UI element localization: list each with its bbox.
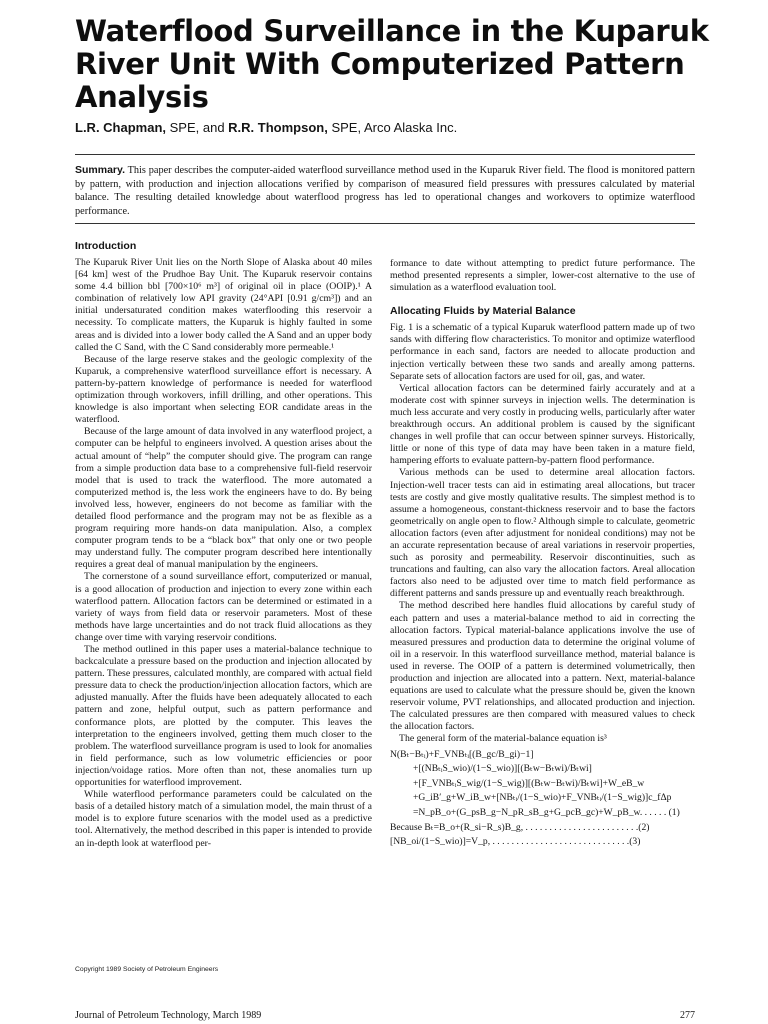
body-paragraph: The general form of the material-balance equation is³	[399, 733, 607, 745]
copyright-notice: Copyright 1989 Society of Petroleum Engineers	[75, 966, 219, 973]
summary-bottom-rule	[75, 223, 695, 224]
equation-line: Because Bₜ=B_o+(R_si−R_s)B_g, . . . . . . . . . . . . . . . . . . . . . . . .(2)	[390, 821, 650, 833]
body-paragraph: Because of the large amount of data involved in any waterflood project, a computer can be helpful to engineers involved. A question arises about the actual amount of “help” the computer should give. The program can range from a simple production data base to a comprehensive full-field reservoir model that is used to track the waterflood. The more automated a computerized method is, the less work the engineers have to do. By being involved less, however, engineers do not become as familiar with the detailed flood performance and the program may not be as flexible as a program requiring more hands-on data manipulation. Also, a complex computer program tends to be a “black box” that only one or two people may understand fully. The computer program described here intentionally requires a great deal of manual manipulation by the engineers.	[75, 426, 372, 571]
right-column	[390, 258, 695, 850]
summary-abstract	[75, 164, 695, 218]
body-paragraph: The Kuparuk River Unit lies on the North Slope of Alaska about 40 miles [64 km] west of the Prudhoe Bay Unit. The Kuparuk reservoir contains some 4.4 billion bbl [700×10⁶ m³] of original oil in place (OOIP).¹ A combination of relatively low API gravity (24°API [0.91 g/cm³]) and an initial undersaturated condition makes waterflooding this reservoir a necessity. To complicate matters, the Kuparuk is highly faulted in some areas and is divided into a lower body called the A Sand and an upper body called the C Sand, with the C Sand considerably more permeable.¹	[75, 257, 372, 353]
equation-line: N(Bₜ−Bₜᵢ)+F_VNBₜᵢ[(B_gc/B_gi)−1]	[390, 748, 534, 760]
body-paragraph: Vertical allocation factors can be determined fairly accurately and at a moderate cost with spinner surveys in injection wells. The determination is much less accurate and very costly in producing wells, particularly after water breakthrough occurs. An additional problem is caused by the significant changes in well profile that can occur between spinner surveys. Historically, little or none of this type of data may have been taken in a mature field, hampering efforts to evaluate pattern-by-pattern flood performance.	[390, 382, 695, 467]
equation-line: +[(NBₜᵢS_wio)/(1−S_wio)][(Bₜw−Bₜwi)/Bₜwi]	[413, 763, 592, 775]
equation-line: +G_iB′_g+W_iB_w+[NBₜᵢ/(1−S_wio)+F_VNBₜᵢ/(1−S_wig)]c_fΔp	[413, 792, 672, 804]
material-balance-equations	[390, 748, 695, 850]
paper-title: Waterflood Surveillance in the Kuparuk River Unit With Computerized Pattern Analysis	[75, 14, 709, 114]
equation-line: [NB_oi/(1−S_wio)]=V_p, . . . . . . . . . . . . . . . . . . . . . . . . . . . . .(3)	[390, 836, 641, 848]
summary-label: Summary.	[75, 164, 125, 176]
author-affiliation: SPE, and	[166, 120, 229, 135]
body-paragraph: Because of the large reserve stakes and the geologic complexity of the Kuparuk, a comprehensive waterflood surveillance effort is necessary. A pattern-by-pattern knowledge of performance is needed for waterflood optimization through workovers, infill drilling, and other operations. This knowledge is also important when selecting EOR candidate areas in the waterflood.	[75, 353, 372, 426]
journal-citation: Journal of Petroleum Technology, March 1989	[75, 1010, 262, 1021]
body-paragraph: Fig. 1 is a schematic of a typical Kuparuk waterflood pattern made up of two sands with differing flow characteristics. To monitor and optimize waterflood performance in each sand, factors are needed to allocate production and injection vertically between these two sands and areally among patterns. Separate sets of allocation factors are used for oil, gas, and water.	[390, 322, 695, 382]
summary-text: This paper describes the computer-aided waterflood surveillance method used in the Kuparuk River field. The flood is monitored pattern by pattern, with production and injection allocations verified by comparison of measured field pressures with pressures calculated by material balance. The resulting detailed knowledge about waterflood progress has led to operational changes and workovers to optimize waterflood performance.	[75, 165, 695, 217]
body-paragraph: The method described here handles fluid allocations by careful study of each pattern and uses a material-balance method to aid in correcting the allocation factors. Typical material-balance applications involve the use of measured pressures and production data to determine the original volume of oil in a reservoir. In this waterflood surveillance method, material balance is used in reverse. The OOIP of a pattern is determined volumetrically, then production and injection are allocated into a pattern. Next, material-balance equations are used to calculate what the pressure should be, given the known reservoir volume, PVT relationships, and allocated production and injection. The calculated pressures are then compared with measured values to check the allocation factors.	[390, 600, 695, 733]
body-paragraph: Various methods can be used to determine areal allocation factors. Injection-well tracer tests can aid in estimating areal allocations, but tracer tests are costly and give mostly qualitative results. The simplest method is to assume a homogeneous, constant-thickness reservoir and to base the factors geometrically on angle open to flow.² Although simple to calculate, geometric allocation factors (even after adjustment for nonideal conditions) may not be an accurate representation because of areal variations in reservoir properties, such as porosity and permeability. Reservoir discontinuities, such as truncations and faulting, can also vary the allocation factors. Areal allocation factors also need to be adjusted over time to match field performance as different patterns and sands pressure up and eventually reach breakthrough.	[390, 467, 695, 600]
section-heading-introduction: Introduction	[75, 240, 137, 252]
page-number: 277	[680, 1010, 695, 1021]
continued-paragraph: formance to date without attempting to predict future performance. The method presented represents a simpler, lower-cost alternative to the use of simulation as a waterflood evaluation tool.	[390, 258, 695, 294]
author-affiliation: SPE, Arco Alaska Inc.	[327, 120, 458, 135]
author-line	[75, 120, 715, 136]
body-paragraph: While waterflood performance parameters could be calculated on the basis of a detailed history match of a simulation model, the main thrust of a model is to explore future scenarios with the model used as a predictive tool. Alternatively, the method described in this paper is intended to provide an in-depth look at waterflood per-	[75, 789, 372, 849]
section-heading-allocating-fluids: Allocating Fluids by Material Balance	[390, 305, 576, 318]
body-paragraph: The method outlined in this paper uses a material-balance technique to backcalculate a pressure based on the production and injection allocated by pattern. These pressures, calculated monthly, are compared with actual field pressure data to check the production/injection allocation factors, which are adjusted manually. After the fluids have been adequately allocated to each pattern and zone, helpful output, such as pattern performance and conformance plots, are plotted by the computer. This leaves the interpretation to the engineers involved, getting them much closer to the problem. The waterflood surveillance program is used to look for anomalies in field performance, such as low volumetric efficiencies or poor injection/voidage ratios. More often than not, these anomalies turn up opportunities for waterflood improvement.	[75, 644, 372, 789]
summary-top-rule	[75, 154, 695, 155]
body-paragraph: The cornerstone of a sound surveillance effort, computerized or manual, is a good allocation of production and injection to every zone within each waterflood pattern. Allocation factors can be determined or estimated in a variety of ways from field data or reservoir parameters. Most of these methods have large uncertainties and do not track fluid allocations as they change over time with varying reservoir conditions.	[75, 571, 372, 643]
left-column	[75, 240, 372, 850]
equation-line: =N_pB_o+(G_psB_g−N_pR_sB_g+G_pcB_gc)+W_pB_w. . . . . . (1)	[413, 806, 680, 818]
equation-line: +[F_VNBₜᵢS_wig/(1−S_wig)][(Bₜw−Bₜwi)/Bₜwi]+W_eB_w	[413, 777, 645, 789]
author-name: L.R. Chapman,	[75, 120, 167, 135]
author-name: R.R. Thompson,	[228, 120, 328, 135]
